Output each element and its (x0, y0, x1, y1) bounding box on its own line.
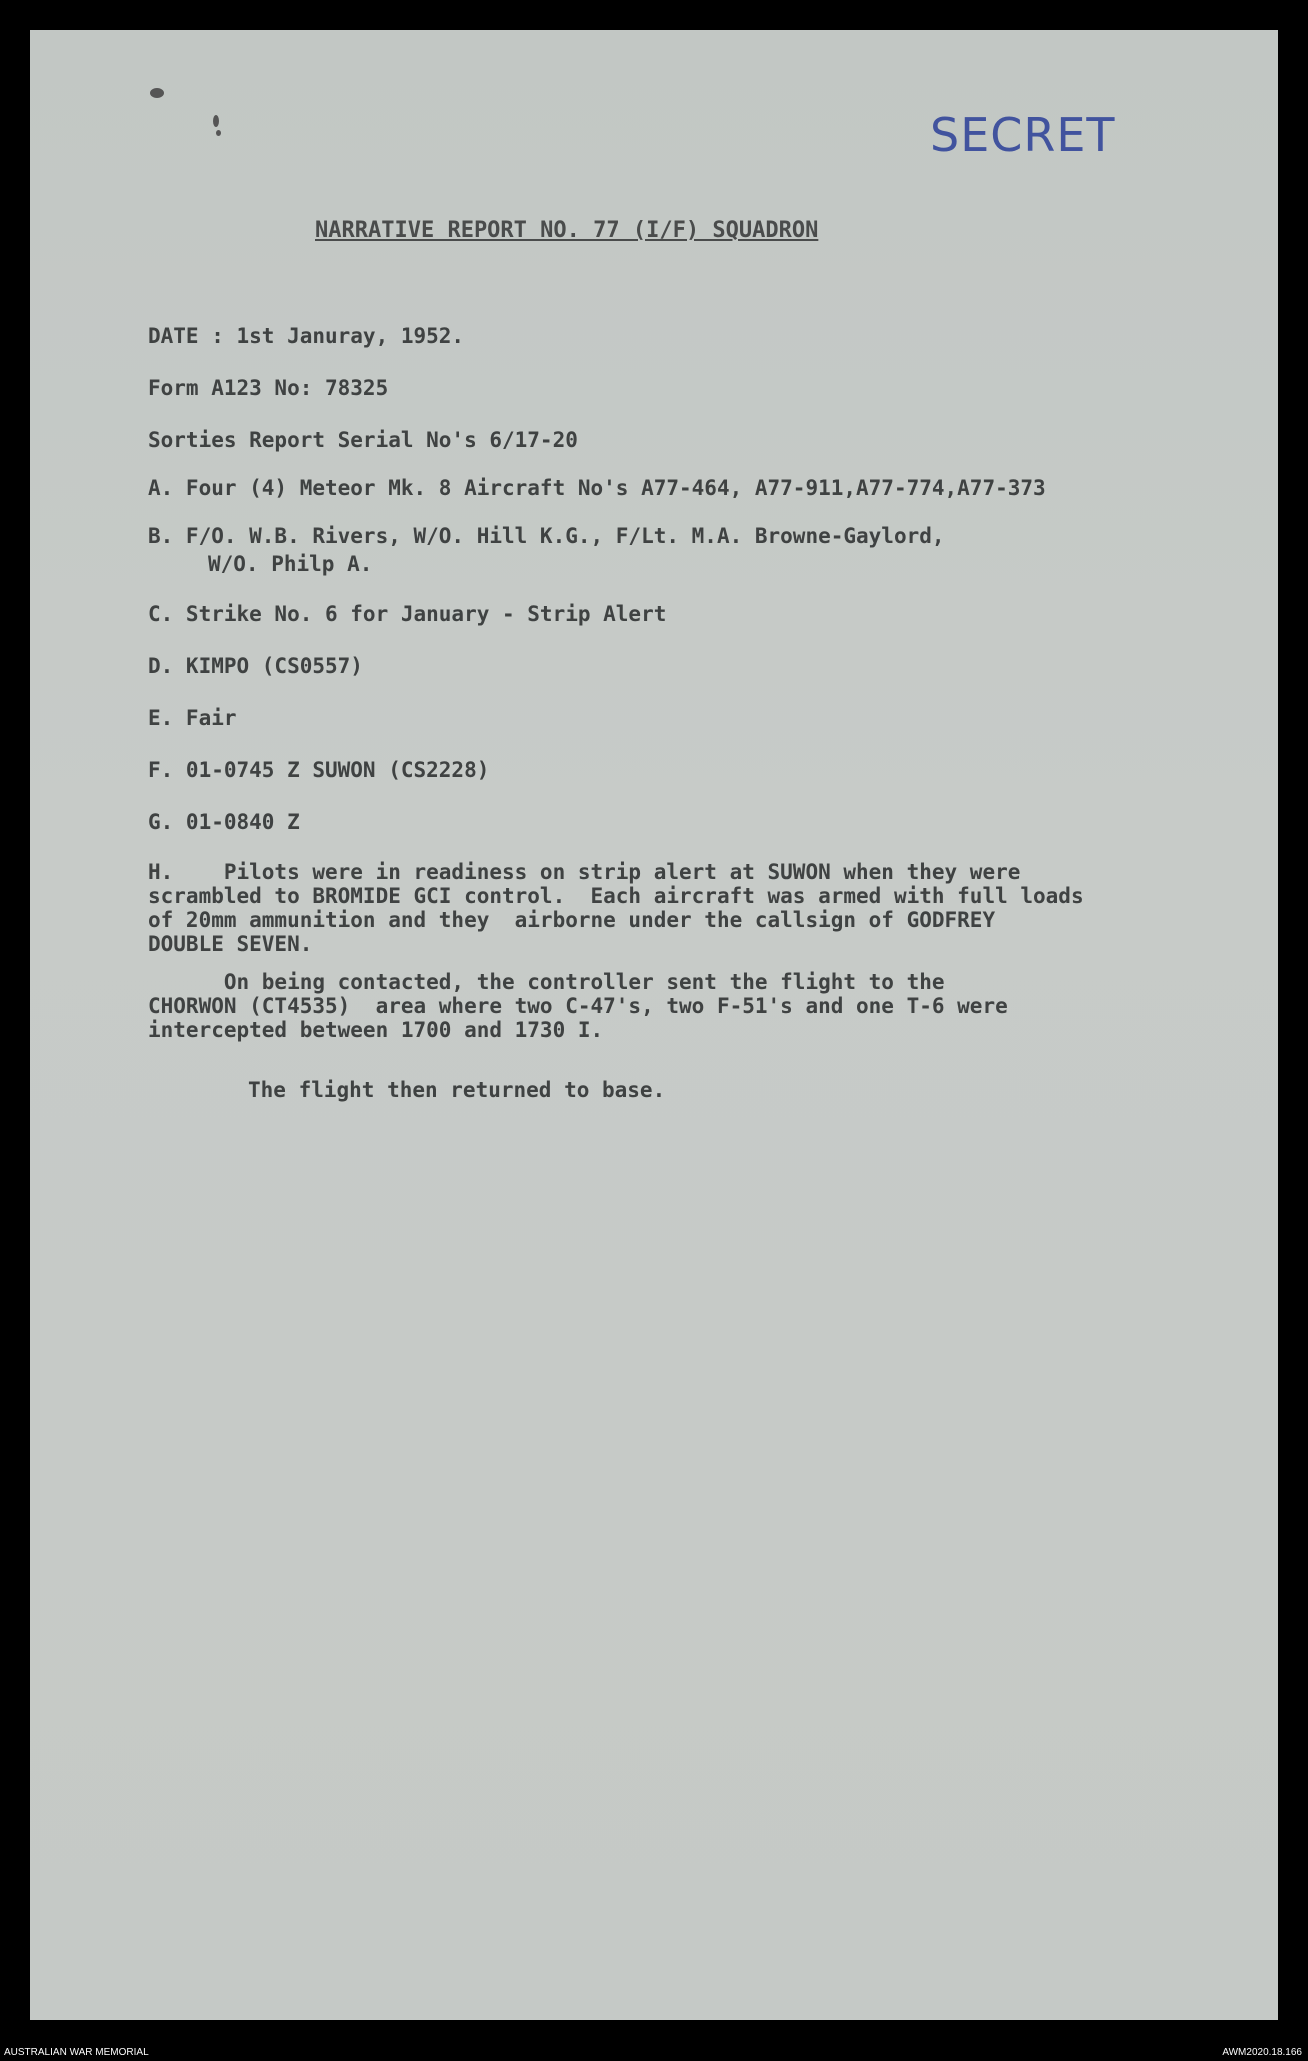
item-b-line1: B. F/O. W.B. Rivers, W/O. Hill K.G., F/Lt. M.A. Browne-Gaylord, (148, 524, 945, 548)
form-line: Form A123 No: 78325 (148, 376, 389, 400)
closing-paragraph: The flight then returned to base. (248, 1078, 666, 1102)
item-b-line2: W/O. Philp A. (208, 552, 373, 576)
punch-hole-mark (213, 115, 219, 127)
punch-hole-mark (216, 130, 221, 136)
footer-bar (0, 2044, 1308, 2061)
item-g: G. 01-0840 Z (148, 810, 300, 834)
footer-institution: AUSTRALIAN WAR MEMORIAL (4, 2047, 149, 2058)
item-a: A. Four (4) Meteor Mk. 8 Aircraft No's A77-464, A77-911,A77-774,A77-373 (148, 476, 1046, 500)
secret-stamp: SECRET (930, 108, 1116, 162)
item-c: C. Strike No. 6 for January - Strip Alert (148, 602, 667, 626)
document-page (30, 30, 1278, 2020)
item-h-paragraph: H. Pilots were in readiness on strip alert at SUWON when they were scrambled to BROMIDE GCI control. Each aircraft was armed with full loads of 20mm ammunition and they airborne under the callsign of GODFREY DOUBLE SEVEN. (148, 860, 1084, 956)
item-d: D. KIMPO (CS0557) (148, 654, 363, 678)
date-line: DATE : 1st Januray, 1952. (148, 324, 465, 348)
item-f: F. 01-0745 Z SUWON (CS2228) (148, 758, 490, 782)
item-e: E. Fair (148, 706, 237, 730)
sorties-line: Sorties Report Serial No's 6/17-20 (148, 428, 578, 452)
body-paragraph: On being contacted, the controller sent the flight to the CHORWON (CT4535) area where two C-47's, two F-51's and one T-6 were intercepted between 1700 and 1730 I. (148, 970, 1008, 1042)
footer-accession-number: AWM2020.18.166 (1222, 2047, 1302, 2058)
punch-hole-mark (150, 88, 164, 98)
report-title: NARRATIVE REPORT NO. 77 (I/F) SQUADRON (315, 218, 819, 243)
